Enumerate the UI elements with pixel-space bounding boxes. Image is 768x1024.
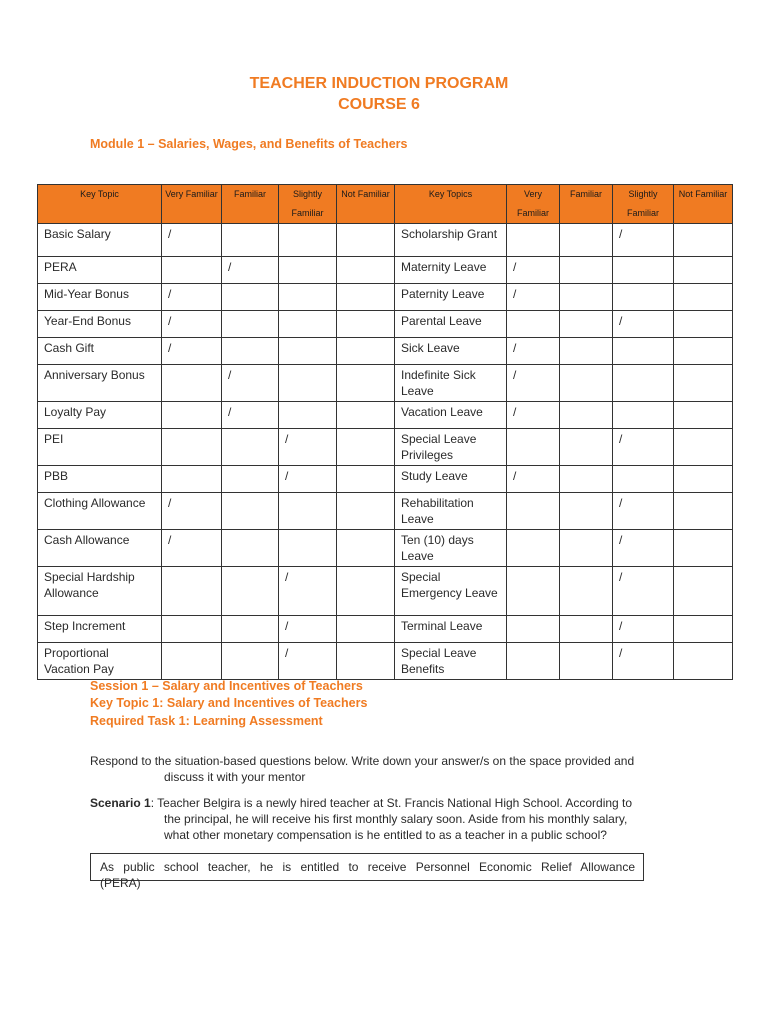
rating-cell: / [162, 530, 222, 567]
rating-cell [222, 284, 279, 311]
rating-cell [279, 257, 337, 284]
answer-box[interactable] [90, 853, 644, 890]
key-topic-cell: Basic Salary [38, 224, 162, 257]
rating-cell [560, 616, 613, 643]
rating-cell [507, 567, 560, 616]
rating-cell [560, 530, 613, 567]
rating-cell: / [162, 311, 222, 338]
key-topic-cell: Special Leave Privileges [395, 429, 507, 466]
rating-cell [507, 429, 560, 466]
key-topic-cell: Cash Gift [38, 338, 162, 365]
rating-cell [507, 224, 560, 257]
key-topic-cell: Maternity Leave [395, 257, 507, 284]
column-header: Slightly Familiar [279, 185, 337, 224]
rating-cell [337, 365, 395, 402]
rating-cell: / [162, 284, 222, 311]
rating-cell [222, 466, 279, 493]
table-row [38, 466, 733, 493]
table-row [38, 224, 733, 257]
column-header: Key Topic [38, 185, 162, 224]
rating-cell [162, 466, 222, 493]
rating-cell [337, 466, 395, 493]
table-row [38, 616, 733, 643]
rating-cell: / [613, 224, 674, 257]
rating-cell: / [222, 365, 279, 402]
instructions-line-1: Respond to the situation-based questions below. Write down your answer/s on the space provided and [90, 754, 635, 768]
rating-cell [507, 493, 560, 530]
rating-cell [674, 466, 733, 493]
rating-cell [507, 311, 560, 338]
rating-cell: / [507, 466, 560, 493]
table-row [38, 365, 733, 402]
rating-cell: / [613, 429, 674, 466]
rating-cell: / [613, 567, 674, 616]
table-row [38, 643, 733, 680]
key-topic-cell: Rehabilitation Leave [395, 493, 507, 530]
rating-cell [674, 311, 733, 338]
rating-cell: / [279, 567, 337, 616]
rating-cell: / [613, 530, 674, 567]
rating-cell [613, 402, 674, 429]
rating-cell [674, 493, 733, 530]
key-topic-cell: Sick Leave [395, 338, 507, 365]
rating-cell: / [279, 466, 337, 493]
rating-cell [222, 429, 279, 466]
key-topic-cell: Parental Leave [395, 311, 507, 338]
key-topic-cell: Proportional Vacation Pay [38, 643, 162, 680]
rating-cell [162, 616, 222, 643]
table-row [38, 402, 733, 429]
table-row [38, 257, 733, 284]
session-heading: Session 1 – Salary and Incentives of Teachers [90, 679, 363, 693]
rating-cell [674, 224, 733, 257]
rating-cell [279, 402, 337, 429]
key-topic-heading: Key Topic 1: Salary and Incentives of Teachers [90, 696, 368, 710]
column-header: Slightly Familiar [613, 185, 674, 224]
rating-cell [222, 643, 279, 680]
required-task-heading: Required Task 1: Learning Assessment [90, 714, 323, 728]
column-header: Not Familiar [337, 185, 395, 224]
column-header: Familiar [222, 185, 279, 224]
page-title: TEACHER INDUCTION PROGRAM [249, 75, 509, 92]
rating-cell [279, 365, 337, 402]
rating-cell [560, 284, 613, 311]
rating-cell [507, 616, 560, 643]
rating-cell [337, 284, 395, 311]
rating-cell [674, 429, 733, 466]
table-row [38, 338, 733, 365]
familiarity-table [37, 184, 733, 680]
rating-cell [674, 402, 733, 429]
rating-cell: / [507, 402, 560, 429]
rating-cell: / [507, 338, 560, 365]
rating-cell: / [279, 616, 337, 643]
answer-line-1: As public school teacher, he is entitled to receive Personnel Economic Relief Allowance [100, 860, 635, 874]
key-topic-cell: Paternity Leave [395, 284, 507, 311]
rating-cell [674, 338, 733, 365]
rating-cell [560, 257, 613, 284]
scenario-label: Scenario 1 [90, 796, 151, 810]
key-topic-cell: Ten (10) days Leave [395, 530, 507, 567]
rating-cell [507, 530, 560, 567]
rating-cell: / [279, 643, 337, 680]
key-topic-cell: PERA [38, 257, 162, 284]
key-topic-cell: Year-End Bonus [38, 311, 162, 338]
column-header: Familiar [560, 185, 613, 224]
rating-cell [279, 284, 337, 311]
key-topic-cell: Study Leave [395, 466, 507, 493]
key-topic-cell: Special Leave Benefits [395, 643, 507, 680]
rating-cell [507, 643, 560, 680]
rating-cell: / [162, 493, 222, 530]
rating-cell [337, 402, 395, 429]
rating-cell [560, 493, 613, 530]
answer-line-2: (PERA) [100, 876, 141, 890]
table-row [38, 429, 733, 466]
module-heading: Module 1 – Salaries, Wages, and Benefits of Teachers [90, 137, 408, 151]
rating-cell [279, 493, 337, 530]
rating-cell [162, 429, 222, 466]
key-topic-cell: Cash Allowance [38, 530, 162, 567]
rating-cell [674, 284, 733, 311]
key-topic-cell: Step Increment [38, 616, 162, 643]
rating-cell [674, 643, 733, 680]
rating-cell [337, 338, 395, 365]
rating-cell: / [613, 311, 674, 338]
rating-cell [560, 466, 613, 493]
key-topic-cell: Special Hardship Allowance [38, 567, 162, 616]
rating-cell [162, 567, 222, 616]
rating-cell [162, 402, 222, 429]
rating-cell [560, 567, 613, 616]
key-topic-cell: Vacation Leave [395, 402, 507, 429]
rating-cell: / [613, 643, 674, 680]
rating-cell [337, 567, 395, 616]
key-topic-cell: Mid-Year Bonus [38, 284, 162, 311]
rating-cell: / [507, 284, 560, 311]
rating-cell [613, 338, 674, 365]
rating-cell [337, 530, 395, 567]
key-topic-cell: Special Emergency Leave [395, 567, 507, 616]
scenario-text: : Teacher Belgira is a newly hired teacher at St. Francis National High School. According to [150, 796, 633, 810]
rating-cell [674, 530, 733, 567]
rating-cell [222, 311, 279, 338]
instructions-line-2: discuss it with your mentor [164, 770, 306, 784]
rating-cell [337, 616, 395, 643]
table-row [38, 493, 733, 530]
rating-cell [560, 429, 613, 466]
rating-cell [279, 311, 337, 338]
rating-cell: / [162, 224, 222, 257]
rating-cell [337, 493, 395, 530]
rating-cell [560, 365, 613, 402]
rating-cell [613, 466, 674, 493]
key-topic-cell: Loyalty Pay [38, 402, 162, 429]
table-row [38, 284, 733, 311]
table-row [38, 567, 733, 616]
key-topic-cell: Anniversary Bonus [38, 365, 162, 402]
rating-cell [222, 493, 279, 530]
rating-cell [337, 643, 395, 680]
scenario-line-3: what other monetary compensation is he entitled to as a teacher in a public school? [164, 828, 607, 842]
rating-cell [337, 429, 395, 466]
rating-cell: / [507, 365, 560, 402]
rating-cell [279, 224, 337, 257]
rating-cell: / [613, 616, 674, 643]
rating-cell [337, 311, 395, 338]
rating-cell [674, 257, 733, 284]
key-topic-cell: Terminal Leave [395, 616, 507, 643]
rating-cell [613, 257, 674, 284]
key-topic-cell: Indefinite Sick Leave [395, 365, 507, 402]
rating-cell [162, 365, 222, 402]
rating-cell: / [162, 338, 222, 365]
key-topic-cell: Clothing Allowance [38, 493, 162, 530]
rating-cell [674, 567, 733, 616]
column-header: Not Familiar [674, 185, 733, 224]
column-header: Very Familiar [507, 185, 560, 224]
rating-cell [162, 643, 222, 680]
rating-cell [222, 616, 279, 643]
rating-cell [560, 311, 613, 338]
page-subtitle: COURSE 6 [338, 96, 420, 113]
rating-cell [162, 257, 222, 284]
table-body [38, 224, 733, 680]
rating-cell: / [279, 429, 337, 466]
rating-cell [674, 365, 733, 402]
rating-cell: / [507, 257, 560, 284]
scenario-line-1 [90, 795, 632, 811]
key-topic-cell: Scholarship Grant [395, 224, 507, 257]
table-row [38, 311, 733, 338]
rating-cell [222, 224, 279, 257]
rating-cell [279, 530, 337, 567]
rating-cell [560, 338, 613, 365]
rating-cell [613, 365, 674, 402]
rating-cell [613, 284, 674, 311]
key-topic-cell: PEI [38, 429, 162, 466]
rating-cell [222, 338, 279, 365]
key-topic-cell: PBB [38, 466, 162, 493]
column-header: Key Topics [395, 185, 507, 224]
rating-cell [337, 224, 395, 257]
table-header-row [38, 185, 733, 224]
column-header: Very Familiar [162, 185, 222, 224]
rating-cell [222, 530, 279, 567]
rating-cell [222, 567, 279, 616]
table-row [38, 530, 733, 567]
rating-cell [337, 257, 395, 284]
rating-cell [674, 616, 733, 643]
rating-cell: / [222, 257, 279, 284]
rating-cell [279, 338, 337, 365]
rating-cell [560, 224, 613, 257]
scenario-line-2: the principal, he will receive his first monthly salary soon. Aside from his monthly salary, [164, 812, 628, 826]
rating-cell: / [222, 402, 279, 429]
rating-cell [560, 643, 613, 680]
rating-cell: / [613, 493, 674, 530]
rating-cell [560, 402, 613, 429]
